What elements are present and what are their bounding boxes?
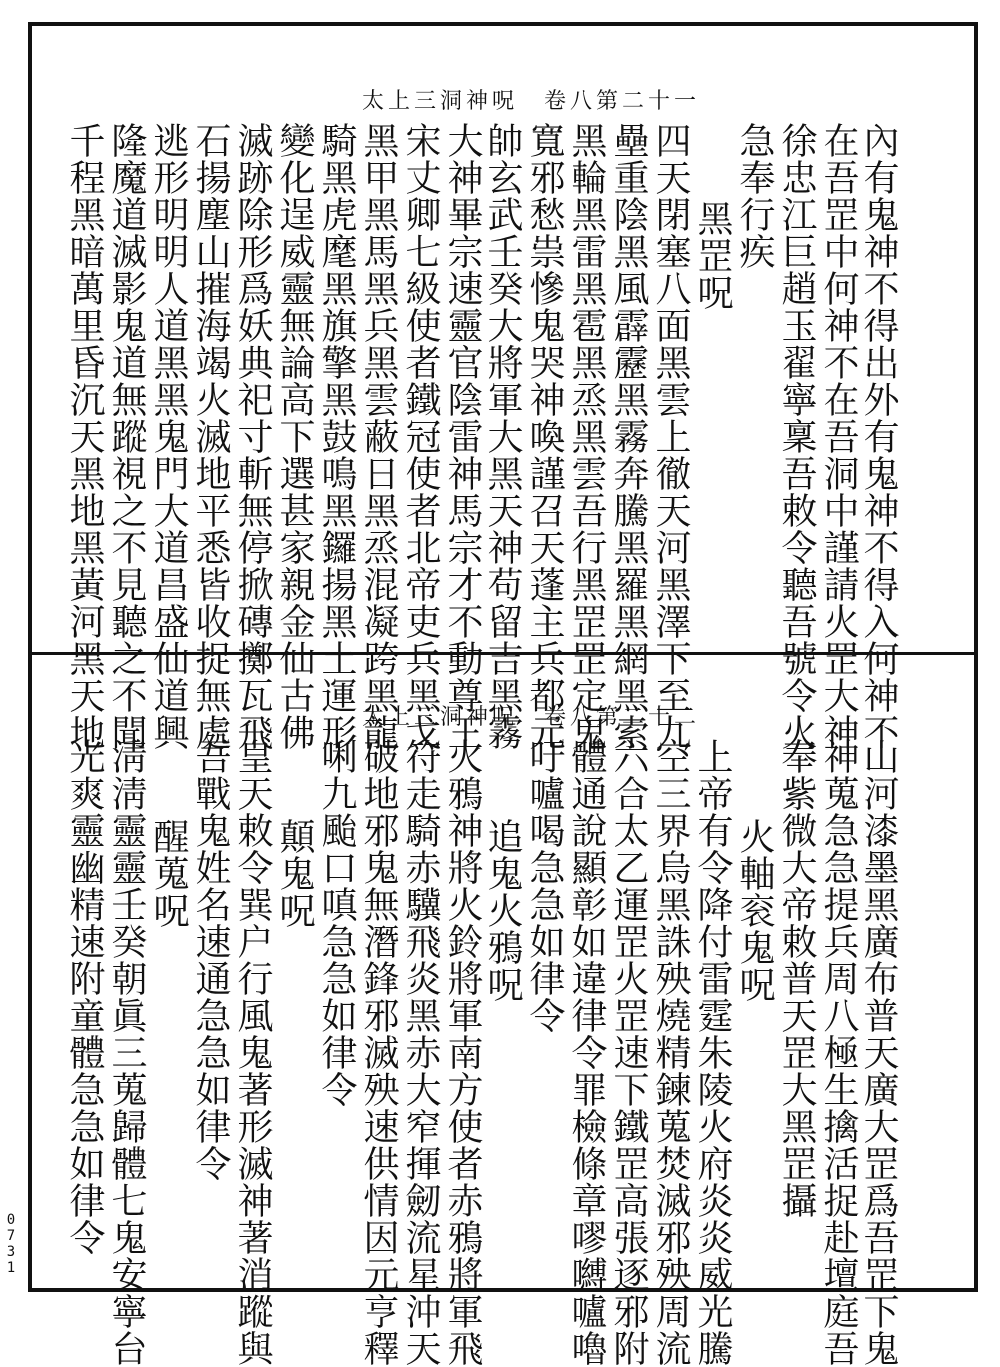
text-column: 符走騎赤驥飛炎黑赤大窄揮劒流星沖天	[400, 738, 441, 1367]
text-column: 唎九颱口嗔急急如律令	[316, 738, 357, 1108]
text-column: 壘重陰黑風霹靂黑霧奔騰黑羅黑網黑索	[608, 122, 649, 751]
text-column: 淸淸靈靈壬癸朝眞三蒐歸體七鬼安寧台	[106, 738, 147, 1367]
text-column: 逃形明明人道黑黑鬼門大道昌盛仙道興	[148, 122, 189, 751]
text-column: 石揚塵山摧海竭火滅地平悉皆收捉無處	[190, 122, 231, 751]
text-column: 皇天敕令巽户行風鬼著形滅神著消蹤與	[232, 738, 273, 1367]
text-column: 變化逞威靈無論高下選甚家親金仙古佛	[274, 122, 315, 751]
text-column: 奉紫微大帝敕普天罡大黑罡攝	[776, 738, 817, 1219]
text-column: 上帝有令降付雷霆朱陵火府炎炎威光騰	[692, 738, 733, 1367]
text-column: 神蒐急急提兵周八極生擒活捉赴壇庭吾	[818, 738, 859, 1367]
text-column: 破地邪鬼無潛鋒邪滅殃速供情因元亨釋	[358, 738, 399, 1367]
text-column: 六合太乙運罡火罡速下鐵罡高張逐邪附	[608, 738, 649, 1367]
text-column: 吾戰鬼姓名速通急急如律令	[190, 738, 231, 1182]
text-column: 火軸衮鬼呪	[734, 818, 775, 1003]
running-header: 二十二第八卷 呪神洞三上太	[361, 705, 700, 730]
text-column: 體通說顯彰如違律令罪檢條章嘐嚩嚧嚕	[566, 738, 607, 1367]
text-column: 空三界烏黑誅殃燒精鍊蒐焚滅邪殃周流	[650, 738, 691, 1367]
text-column: 寬邪愁祟慘鬼哭神喚謹召天蓬主兵都元	[524, 122, 565, 751]
text-column: 火鴉神將火鈴將軍南方使者赤鴉將軍飛	[442, 738, 483, 1367]
text-column: 黑輪黑雷黑雹黑烝黑雲吾行黑罡罡定鬼	[566, 122, 607, 751]
text-column: 滅跡除形爲妖典祀寸斬無停掀磚擲瓦飛	[232, 122, 273, 751]
text-column: 黑罡呪	[692, 200, 733, 311]
text-column: 千程黑暗萬里昏沉天黑地黑黃河黑天地	[64, 122, 105, 751]
text-column: 急奉行疾	[734, 122, 775, 270]
text-column: 吁嚧喝急急如律令	[524, 738, 565, 1034]
text-column: 顛鬼呪	[274, 818, 315, 929]
text-column: 隆魔道滅影鬼道無蹤視之不見聽之不聞	[106, 122, 147, 751]
text-column: 帥玄武壬癸大將軍大黑天神苟留吉黑霧	[482, 122, 523, 751]
text-column: 黑甲黑馬黑兵黑雲蔽日黑烝混凝跨黑龍	[358, 122, 399, 751]
text-column: 四天閉塞八面黑雲上徹天河黑澤下至九	[650, 122, 691, 751]
text-column: 在吾罡中何神不在吾洞中謹請火罡大神	[818, 122, 859, 751]
text-column: 山河漆墨黑廣布普天廣大罡爲吾罡下鬼	[858, 738, 899, 1367]
text-column: 光爽靈幽精速附童體急急如律令	[64, 738, 105, 1256]
text-column: 追鬼火鴉呪	[482, 818, 523, 1003]
text-column: 騎黑虎麾黑旗擎黑鼓鳴黑鑼揚黑土運形	[316, 122, 357, 751]
text-column: 大神畢宗速靈官陰雷神馬宗才不動尊王	[442, 122, 483, 751]
text-column: 醒蒐呪	[148, 818, 189, 929]
text-column: 徐忠江巨趙玉翟寧稟吾敕令聽吾號令火	[776, 122, 817, 751]
text-column: 宋丈卿七級使者鐵冠使者北帝吏兵黑戈	[400, 122, 441, 751]
page-number: 0731	[3, 1212, 19, 1276]
text-column: 內有鬼神不得出外有鬼神不得入何神不	[858, 122, 899, 751]
running-header: 一十二第八卷 呪神洞三上太	[361, 89, 700, 114]
